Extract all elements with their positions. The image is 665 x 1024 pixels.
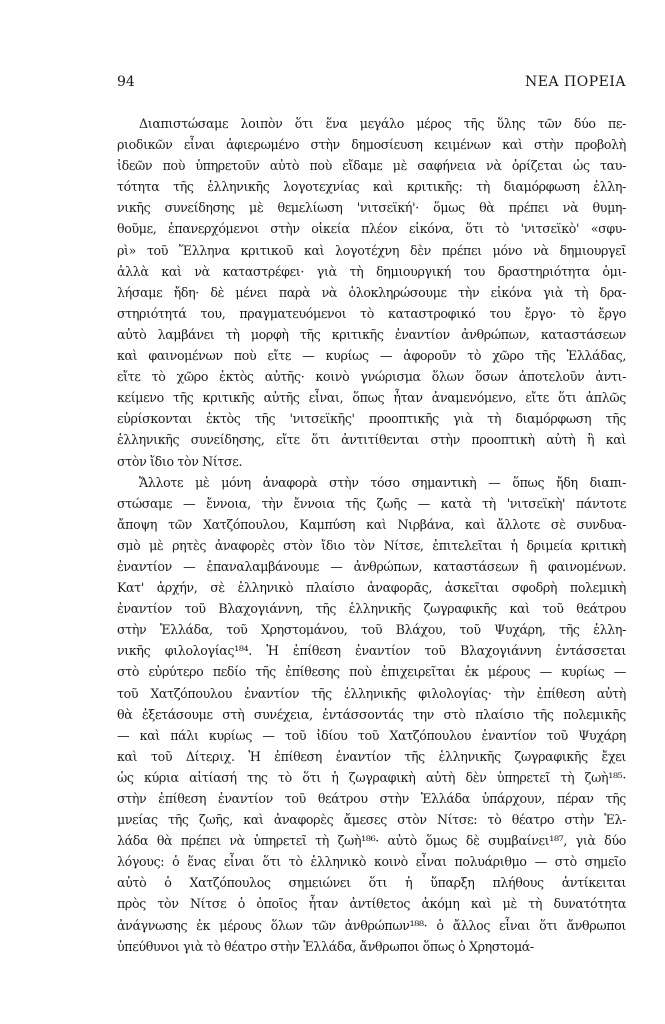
text-line: εὑρίσκονται ἐκτὸς τῆς 'νιτσεϊκῆς' προοπτικῆς γιὰ τὴ διαμόρφωση τῆς <box>117 411 626 427</box>
text-line: Διαπιστώσαμε λοιπὸν ὅτι ἕνα μεγάλο μέρος τῆς ὕλης τῶν δύο πε- <box>139 116 626 131</box>
text-line: στὴν Ἑλλάδα, τοῦ Χρηστομάνου, τοῦ Βλάχου, τοῦ Ψυχάρη, τῆς ἑλλη- <box>117 622 626 638</box>
text-line: — καὶ πάλι κυρίως — τοῦ ἰδίου τοῦ Χατζόπουλου ἐναντίον τοῦ Ψυχάρη <box>117 727 626 743</box>
text-line: θοῦμε, ἐπανερχόμενοι στὴν οἰκεία πλέον εἰκόνα, ὅτι τὸ 'νιτσεϊκὸ' «σφυ- <box>117 221 626 237</box>
paragraph <box>117 113 626 472</box>
page-header <box>117 74 626 94</box>
text-line: στηριότητά του, πραγματευόμενοι τὸ καταστροφικό του ἔργο· τὸ ἔργο <box>117 305 626 321</box>
text-line: ἄποψη τῶν Χατζόπουλου, Καμπύση καὶ Νιρβάνα, καὶ ἄλλοτε σὲ συνδυα- <box>117 516 626 532</box>
text-line: ριοδικῶν εἶναι ἀφιερωμένο στὴν δημοσίευση κειμένων καὶ στὴν προβολὴ <box>117 137 626 153</box>
text-line: νικῆς φιλολογίας¹⁸⁴. Ἡ ἐπίθεση ἐναντίον τοῦ Βλαχογιάννη ἐντάσσεται <box>117 643 626 659</box>
text-line: μνείας τῆς ζωῆς, καὶ ἀναφορὲς ἄμεσες στὸν Νίτσε: τὸ θέατρο στὴν Ἑλ- <box>117 812 626 828</box>
text-line: ὑπεύθυνοι γιὰ τὸ θέατρο στὴν Ἑλλάδα, ἄνθρωποι ὅπως ὁ Χρηστομά- <box>117 938 534 954</box>
text-line: ἀνάγνωσης ἐκ μέρους ὅλων τῶν ἀνθρώπων¹⁸⁸· ὁ ἄλλος εἶναι ὅτι ἄνθρωποι <box>117 917 626 933</box>
text-line: κείμενο τῆς κριτικῆς αὐτῆς εἶναι, ὅπως ἦταν ἀναμενόμενο, εἴτε ὅτι ἁπλῶς <box>117 390 626 406</box>
text-line: ὡς κύρια αἰτίασή της τὸ ὅτι ἡ ζωγραφικὴ αὐτὴ δὲν ὑπηρετεῖ τὴ ζωὴ¹⁸⁵· <box>117 769 626 785</box>
running-head: ΝΕΑ ΠΟΡΕΙΑ <box>525 74 626 90</box>
page-number: 94 <box>117 74 135 90</box>
text-line: Ἄλλοτε μὲ μόνη ἀναφορὰ στὴν τόσο σημαντικὴ — ὅπως ἤδη διαπι- <box>139 474 626 490</box>
text-line: αὐτὸ λαμβάνει τὴ μορφὴ τῆς κριτικῆς ἐναντίον ἀνθρώπων, καταστάσεων <box>117 326 626 342</box>
text-line: στὸν ἴδιο τὸν Νίτσε. <box>117 453 243 469</box>
text-line: ἰδεῶν ποὺ ὑπηρετοῦν αὐτὸ ποὺ εἴδαμε μὲ σαφήνεια νὰ ὁρίζεται ὡς ταυ- <box>117 158 626 174</box>
text-line: τοῦ Χατζόπουλου ἐναντίον τῆς ἑλληνικῆς φιλολογίας· τὴν ἐπίθεση αὐτὴ <box>117 685 626 701</box>
text-line: σμὸ μὲ ρητὲς ἀναφορὲς στὸν ἴδιο τὸν Νίτσε, ἐπιτελεῖται ἡ δριμεία κριτικὴ <box>117 537 626 553</box>
text-line: ἑλληνικῆς συνείδησης, εἴτε ὅτι ἀντιτίθενται στὴν προοπτικὴ αὐτὴ ἢ καὶ <box>117 432 626 448</box>
text-line: νικῆς συνείδησης μὲ θεμελίωση 'νιτσεϊκή'· ὅμως θὰ πρέπει νὰ θυμη- <box>117 200 626 216</box>
text-line: θὰ ἐξετάσουμε στὴ συνέχεια, ἐντάσσοντάς την στὸ πλαίσιο τῆς πολεμικῆς <box>117 706 626 722</box>
text-line: λόγους: ὁ ἕνας εἶναι ὅτι τὸ ἑλληνικὸ κοινὸ εἶναι πολυάριθμο — στὸ σημεῖο <box>117 854 626 870</box>
text-line: ἀλλὰ καὶ νὰ καταστρέφει· γιὰ τὴ δημιουργική του δραστηριότητα ὁμι- <box>117 263 626 279</box>
body-text <box>117 113 626 957</box>
text-line: Κατ' ἀρχήν, σὲ ἑλληνικὸ πλαίσιο ἀναφορᾶς, ἀσκεῖται σφοδρὴ πολεμικὴ <box>117 580 626 596</box>
text-line: στώσαμε — ἔννοια, τὴν ἔννοια τῆς ζωῆς — κατὰ τὴ 'νιτσεϊκὴ' πάντοτε <box>117 495 626 511</box>
text-line: τότητα τῆς ἑλληνικῆς λογοτεχνίας καὶ κριτικῆς: τὴ διαμόρφωση ἑλλη- <box>117 179 626 195</box>
text-line: λήσαμε ἤδη· δὲ μένει παρὰ νὰ ὁλοκληρώσουμε τὴν εἰκόνα γιὰ τὴ δρα- <box>117 284 626 300</box>
text-line: καὶ τοῦ Δίτεριχ. Ἡ ἐπίθεση ἐναντίον τῆς ἑλληνικῆς ζωγραφικῆς ἔχει <box>117 748 626 764</box>
text-line: ρὶ» τοῦ Ἕλληνα κριτικοῦ καὶ λογοτέχνη δὲν πρέπει μόνο νὰ δημιουργεῖ <box>117 242 626 258</box>
text-line: πρὸς τὸν Νίτσε ὁ ὁποῖος ἦταν ἀντίθετος ἀκόμη καὶ μὲ τὴ δυνατότητα <box>117 896 626 912</box>
text-line: αὐτὸ ὁ Χατζόπουλος σημειώνει ὅτι ἡ ὕπαρξη πλήθους ἀντίκειται <box>117 875 626 891</box>
text-line: εἴτε τὸ χῶρο ἐκτὸς αὐτῆς· κοινὸ γνώρισμα ὅλων ὅσων ἀποτελοῦν ἀντι- <box>117 369 626 385</box>
text-line: στὴν ἐπίθεση ἐναντίον τοῦ θεάτρου στὴν Ἑλλάδα ὑπάρχουν, πέραν τῆς <box>117 791 626 806</box>
text-line: ἐναντίον — ἐπαναλαμβάνουμε — ἀνθρώπων, καταστάσεων ἢ φαινομένων. <box>117 558 626 574</box>
text-line: ἐναντίον τοῦ Βλαχογιάννη, τῆς ἑλληνικῆς ζωγραφικῆς καὶ τοῦ θεάτρου <box>117 601 626 617</box>
text-line: στὸ εὐρύτερο πεδίο τῆς ἐπίθεσης ποὺ ἐπιχειρεῖται ἐκ μέρους — κυρίως — <box>117 664 626 680</box>
text-line: καὶ φαινομένων ποὺ εἴτε — κυρίως — ἀφοροῦν τὸ χῶρο τῆς Ἑλλάδας, <box>117 348 626 364</box>
text-line: λάδα θὰ πρέπει νὰ ὑπηρετεῖ τὴ ζωὴ¹⁸⁶· αὐτὸ ὅμως δὲ συμβαίνει¹⁸⁷, γιὰ δύο <box>117 833 626 849</box>
paragraph <box>117 472 626 957</box>
